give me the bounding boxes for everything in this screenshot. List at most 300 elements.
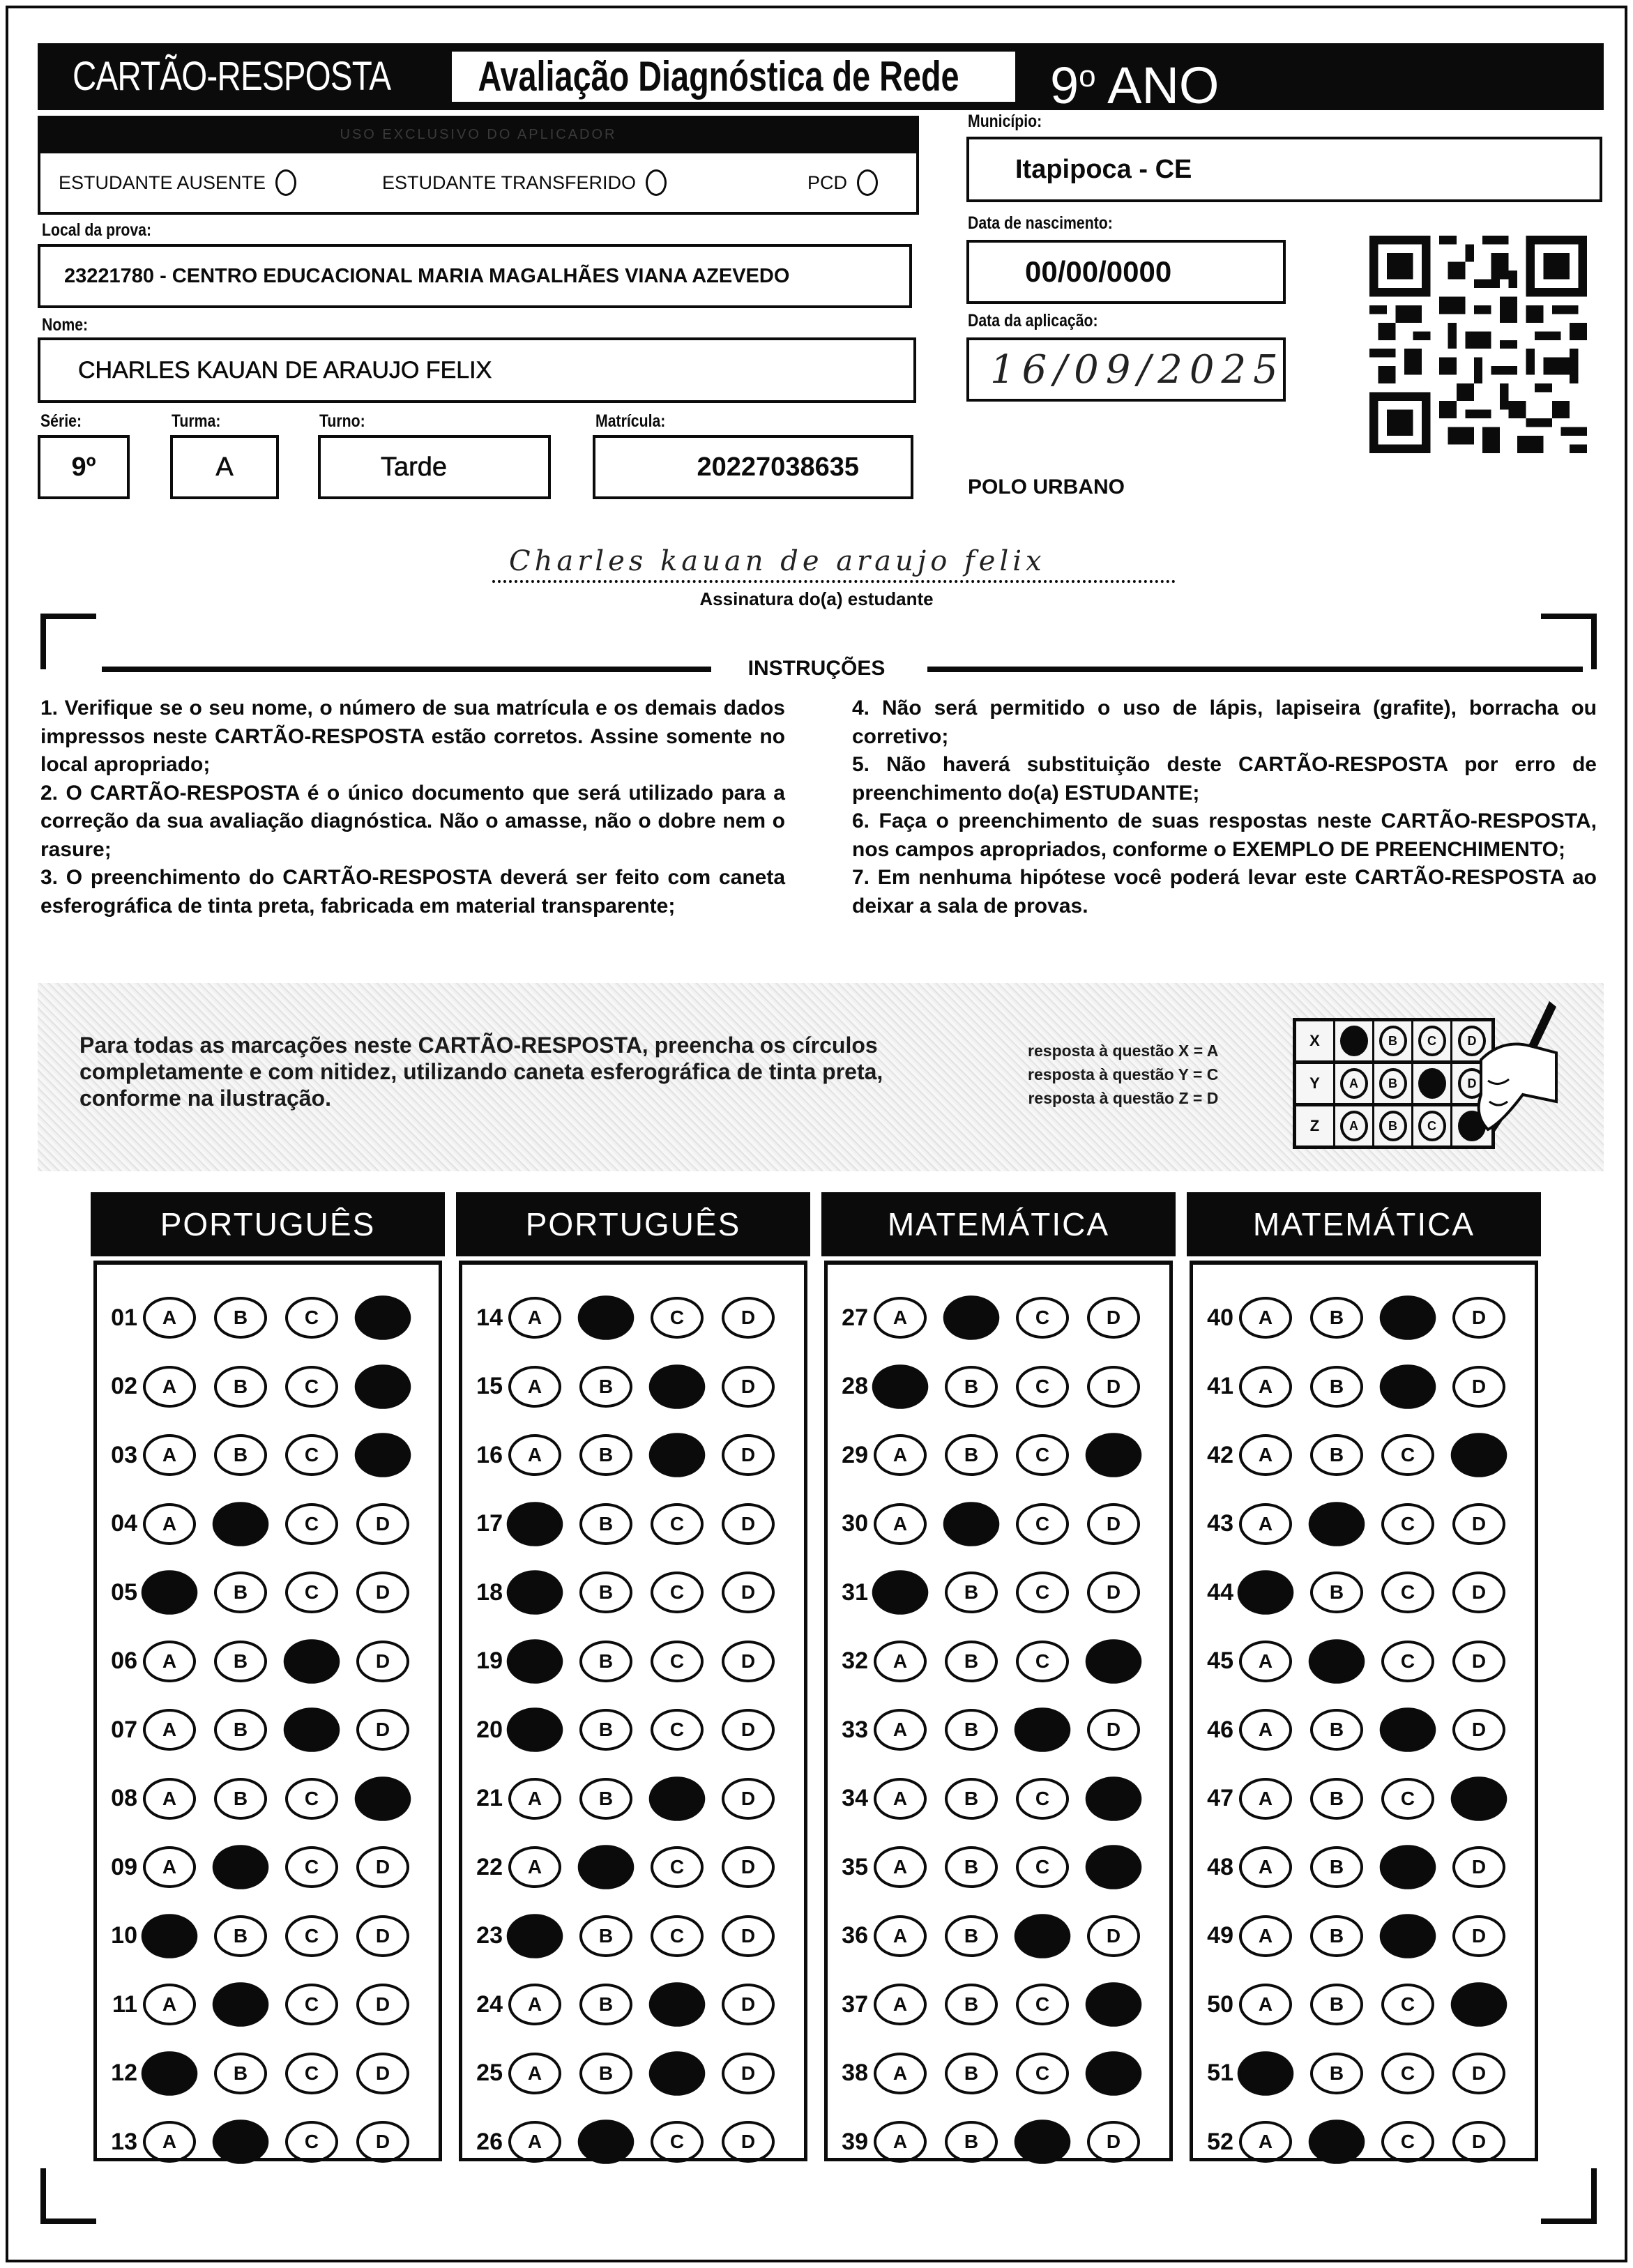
qr-code bbox=[1369, 236, 1587, 453]
answer-bubble[interactable]: C bbox=[285, 1503, 338, 1545]
legend-y: resposta à questão Y = C bbox=[1028, 1065, 1219, 1083]
answer-bubble[interactable]: B bbox=[945, 1571, 998, 1613]
answer-bubble[interactable]: C bbox=[651, 1846, 704, 1888]
section-answer-grid bbox=[1190, 1261, 1538, 2161]
answer-bubble[interactable]: A bbox=[874, 1846, 927, 1888]
answer-bubble[interactable]: B bbox=[945, 2053, 998, 2094]
instructions-right bbox=[852, 694, 1597, 920]
example-bubble: B bbox=[1379, 1068, 1407, 1099]
answer-bubble[interactable]: D bbox=[1452, 1366, 1505, 1408]
answer-bubble[interactable]: A bbox=[1239, 1366, 1292, 1408]
answer-bubble[interactable]: D bbox=[356, 1641, 409, 1682]
answer-bubble[interactable]: A bbox=[143, 1984, 196, 2025]
answer-bubble-filled[interactable] bbox=[1015, 1914, 1071, 1958]
example-cell bbox=[1335, 1021, 1374, 1060]
answer-bubble-filled[interactable] bbox=[355, 1776, 411, 1821]
option-pcd-radio[interactable] bbox=[857, 169, 878, 196]
answer-bubble[interactable]: A bbox=[508, 2121, 561, 2163]
answer-bubble[interactable]: A bbox=[1239, 1503, 1292, 1545]
answer-bubble-filled[interactable] bbox=[649, 1776, 706, 1821]
answer-bubble-filled[interactable] bbox=[213, 2119, 269, 2164]
answer-bubble[interactable]: B bbox=[579, 2053, 632, 2094]
answer-bubble[interactable]: A bbox=[1239, 1984, 1292, 2025]
aplicacao-value: 16/09/2025 bbox=[990, 347, 1285, 393]
answer-bubble[interactable]: B bbox=[579, 1709, 632, 1751]
answer-bubble[interactable]: B bbox=[945, 1915, 998, 1957]
example-bubble-filled bbox=[1418, 1068, 1446, 1099]
answer-bubble[interactable]: A bbox=[143, 1709, 196, 1751]
question-number: 35 bbox=[842, 1853, 868, 1880]
answer-bubble-filled[interactable] bbox=[1086, 1776, 1142, 1821]
answer-bubble[interactable]: D bbox=[722, 1778, 775, 1820]
example-cell bbox=[1413, 1064, 1452, 1103]
option-transferred[interactable] bbox=[382, 169, 667, 196]
answer-bubble[interactable]: A bbox=[508, 1846, 561, 1888]
answer-bubble[interactable]: A bbox=[1239, 1434, 1292, 1476]
answer-bubble[interactable]: C bbox=[651, 1641, 704, 1682]
answer-bubble[interactable]: B bbox=[214, 1366, 267, 1408]
answer-bubble[interactable]: B bbox=[945, 1434, 998, 1476]
answer-bubble[interactable]: D bbox=[722, 1984, 775, 2025]
answer-bubble[interactable]: A bbox=[508, 1366, 561, 1408]
question-row bbox=[462, 1496, 793, 1552]
answer-bubble-filled[interactable] bbox=[507, 1914, 563, 1958]
question-number: 05 bbox=[111, 1578, 137, 1606]
answer-bubble[interactable]: D bbox=[356, 1709, 409, 1751]
answer-bubble[interactable]: A bbox=[143, 1434, 196, 1476]
section-header: MATEMÁTICA bbox=[1187, 1192, 1541, 1256]
turma-value: A bbox=[215, 452, 234, 482]
answer-bubble[interactable]: D bbox=[722, 1641, 775, 1682]
answer-bubble[interactable]: D bbox=[356, 2053, 409, 2094]
question-row bbox=[828, 1702, 1158, 1758]
answer-bubble[interactable]: D bbox=[356, 1503, 409, 1545]
answer-bubble[interactable]: B bbox=[945, 1641, 998, 1682]
answer-bubble-filled[interactable] bbox=[1238, 1570, 1294, 1615]
answer-bubble[interactable]: C bbox=[285, 1915, 338, 1957]
answer-bubble[interactable]: D bbox=[722, 1297, 775, 1339]
answer-bubble[interactable]: A bbox=[1239, 1915, 1292, 1957]
example-question-label: Y bbox=[1296, 1064, 1335, 1103]
answer-bubble-filled[interactable] bbox=[507, 1639, 563, 1684]
answer-bubble[interactable]: C bbox=[651, 1297, 704, 1339]
answer-bubble[interactable]: B bbox=[945, 1846, 998, 1888]
answer-bubble-filled[interactable] bbox=[1380, 1364, 1436, 1409]
answer-bubble[interactable]: B bbox=[214, 1915, 267, 1957]
answer-bubble[interactable]: D bbox=[356, 1984, 409, 2025]
answer-bubble-filled[interactable] bbox=[649, 1364, 706, 1409]
question-number: 09 bbox=[111, 1853, 137, 1880]
answer-bubble[interactable]: D bbox=[722, 1366, 775, 1408]
answer-bubble[interactable]: D bbox=[1452, 1297, 1505, 1339]
example-bubble: B bbox=[1379, 1026, 1407, 1056]
answer-bubble[interactable]: C bbox=[1016, 1641, 1069, 1682]
answer-bubble[interactable]: C bbox=[1381, 1571, 1434, 1613]
question-row bbox=[462, 2114, 793, 2170]
option-pcd-label: PCD bbox=[807, 172, 848, 193]
answer-bubble[interactable]: D bbox=[722, 2121, 775, 2163]
answer-bubble[interactable]: C bbox=[285, 2121, 338, 2163]
question-row bbox=[828, 1634, 1158, 1689]
answer-bubble[interactable]: C bbox=[1016, 1503, 1069, 1545]
question-row bbox=[97, 1702, 427, 1758]
question-number: 46 bbox=[1207, 1716, 1233, 1743]
answer-bubble[interactable]: A bbox=[1239, 2121, 1292, 2163]
card-label: CARTÃO-RESPOSTA bbox=[73, 54, 391, 99]
answer-bubble[interactable]: A bbox=[508, 1984, 561, 2025]
question-number: 16 bbox=[476, 1441, 503, 1468]
answer-bubble[interactable]: C bbox=[1381, 1434, 1434, 1476]
answer-bubble[interactable]: A bbox=[874, 1297, 927, 1339]
question-number: 03 bbox=[111, 1441, 137, 1468]
answer-bubble[interactable]: C bbox=[1381, 1503, 1434, 1545]
answer-bubble[interactable]: D bbox=[1087, 1915, 1140, 1957]
answer-bubble[interactable]: A bbox=[874, 1915, 927, 1957]
answer-bubble[interactable]: A bbox=[1239, 1778, 1292, 1820]
answer-bubble[interactable]: A bbox=[1239, 1297, 1292, 1339]
answer-bubble[interactable]: B bbox=[579, 1778, 632, 1820]
question-number: 14 bbox=[476, 1304, 503, 1331]
answer-bubble-filled[interactable] bbox=[1086, 2051, 1142, 2096]
answer-bubble-filled[interactable] bbox=[355, 1433, 411, 1477]
answer-bubble[interactable]: D bbox=[356, 1571, 409, 1613]
question-row bbox=[462, 1634, 793, 1689]
section-answer-grid bbox=[824, 1261, 1173, 2161]
answer-bubble[interactable]: D bbox=[1452, 1503, 1505, 1545]
answer-bubble[interactable]: A bbox=[508, 1434, 561, 1476]
answer-bubble[interactable]: A bbox=[874, 1984, 927, 2025]
example-row bbox=[1296, 1021, 1491, 1064]
answer-bubble[interactable]: A bbox=[143, 1297, 196, 1339]
answer-bubble-filled[interactable] bbox=[1086, 1639, 1142, 1684]
question-row bbox=[97, 1427, 427, 1483]
answer-bubble[interactable]: B bbox=[579, 1984, 632, 2025]
grade-suffix: ANO bbox=[1095, 56, 1220, 114]
answer-bubble[interactable]: B bbox=[214, 1778, 267, 1820]
question-number: 45 bbox=[1207, 1647, 1233, 1674]
instruction-6: 6. Faça o preenchimento de suas respostas neste CARTÃO-RESPOSTA, nos campos apropriados, conforme o EXEMPLO DE PREENCHIMENTO; bbox=[852, 809, 1597, 861]
answer-bubble[interactable]: A bbox=[874, 1503, 927, 1545]
question-number: 25 bbox=[476, 2060, 503, 2086]
answer-bubble[interactable]: B bbox=[1310, 1915, 1363, 1957]
answer-bubble[interactable]: C bbox=[1381, 1984, 1434, 2025]
answer-bubble-filled[interactable] bbox=[872, 1570, 929, 1615]
answer-bubble[interactable]: C bbox=[285, 2053, 338, 2094]
question-number: 22 bbox=[476, 1853, 503, 1880]
grade-degree: o bbox=[1079, 59, 1096, 93]
answer-bubble[interactable]: C bbox=[285, 1571, 338, 1613]
answer-bubble[interactable]: D bbox=[722, 1709, 775, 1751]
answer-bubble[interactable]: A bbox=[143, 2121, 196, 2163]
answer-bubble[interactable]: C bbox=[651, 1571, 704, 1613]
answer-bubble-filled[interactable] bbox=[1086, 1982, 1142, 2027]
answer-bubble[interactable]: C bbox=[1381, 2053, 1434, 2094]
answer-bubble-filled[interactable] bbox=[1309, 1639, 1365, 1684]
assessment-title-box bbox=[452, 52, 1015, 102]
answer-bubble[interactable]: D bbox=[1452, 2053, 1505, 2094]
question-row bbox=[828, 1427, 1158, 1483]
example-bubble-filled bbox=[1340, 1026, 1368, 1056]
option-transferred-radio[interactable] bbox=[646, 169, 667, 196]
answer-bubble[interactable]: C bbox=[1016, 1846, 1069, 1888]
example-bubble: A bbox=[1340, 1111, 1368, 1141]
answer-bubble[interactable]: B bbox=[1310, 1571, 1363, 1613]
answer-bubble-filled[interactable] bbox=[1380, 1295, 1436, 1340]
example-cell bbox=[1374, 1021, 1413, 1060]
answer-bubble[interactable]: D bbox=[356, 1915, 409, 1957]
answer-bubble[interactable]: B bbox=[579, 1434, 632, 1476]
answer-bubble[interactable]: C bbox=[1016, 1984, 1069, 2025]
answer-bubble[interactable]: A bbox=[508, 1297, 561, 1339]
answer-bubble[interactable]: D bbox=[722, 1434, 775, 1476]
question-number: 51 bbox=[1207, 2060, 1233, 2086]
polo-label: POLO URBANO bbox=[968, 475, 1125, 498]
answer-bubble[interactable]: A bbox=[508, 2053, 561, 2094]
answer-bubble-filled[interactable] bbox=[284, 1639, 340, 1684]
answer-bubble-filled[interactable] bbox=[943, 1295, 1000, 1340]
option-absent[interactable] bbox=[59, 169, 296, 196]
answer-bubble[interactable]: C bbox=[651, 1915, 704, 1957]
answer-bubble[interactable]: C bbox=[1016, 2053, 1069, 2094]
fill-example-legend bbox=[1028, 1039, 1218, 1110]
name-value: CHARLES KAUAN DE ARAUJO FELIX bbox=[78, 356, 492, 383]
answer-bubble[interactable]: C bbox=[1016, 1778, 1069, 1820]
question-number: 17 bbox=[476, 1510, 503, 1537]
answer-bubble[interactable]: D bbox=[1087, 1709, 1140, 1751]
question-number: 24 bbox=[476, 1991, 503, 2018]
answer-bubble[interactable]: C bbox=[651, 1709, 704, 1751]
answer-bubble-filled[interactable] bbox=[355, 1295, 411, 1340]
answer-bubble[interactable]: C bbox=[651, 1503, 704, 1545]
answer-bubble[interactable]: B bbox=[214, 1434, 267, 1476]
municipio-field bbox=[966, 137, 1602, 202]
option-absent-radio[interactable] bbox=[275, 169, 296, 196]
answer-bubble-filled[interactable] bbox=[1451, 1982, 1507, 2027]
fill-example-band bbox=[38, 983, 1604, 1171]
answer-bubble[interactable]: D bbox=[1087, 1297, 1140, 1339]
answer-bubble[interactable]: B bbox=[579, 1366, 632, 1408]
answer-bubble-filled[interactable] bbox=[213, 1982, 269, 2027]
answer-bubble[interactable]: B bbox=[579, 1571, 632, 1613]
answer-bubble[interactable]: B bbox=[945, 2121, 998, 2163]
question-row bbox=[462, 1565, 793, 1620]
answer-bubble[interactable]: C bbox=[1016, 1571, 1069, 1613]
answer-bubble-filled[interactable] bbox=[649, 1433, 706, 1477]
answer-bubble[interactable]: A bbox=[143, 1503, 196, 1545]
answer-bubble-filled[interactable] bbox=[1086, 1845, 1142, 1889]
matricula-label: Matrícula: bbox=[595, 411, 666, 431]
option-pcd[interactable] bbox=[807, 169, 878, 196]
question-number: 15 bbox=[476, 1373, 503, 1399]
question-row bbox=[1193, 1839, 1524, 1895]
question-number: 21 bbox=[476, 1785, 503, 1811]
answer-bubble-filled[interactable] bbox=[1015, 1707, 1071, 1752]
answer-bubble[interactable]: D bbox=[722, 1846, 775, 1888]
answer-bubble[interactable]: C bbox=[285, 1434, 338, 1476]
answer-bubble[interactable]: A bbox=[143, 1641, 196, 1682]
answer-bubble-filled[interactable] bbox=[507, 1570, 563, 1615]
answer-bubble[interactable]: C bbox=[1016, 1366, 1069, 1408]
answer-bubble[interactable]: D bbox=[1452, 1641, 1505, 1682]
answer-bubble[interactable]: A bbox=[508, 1778, 561, 1820]
answer-bubble[interactable]: D bbox=[1087, 2121, 1140, 2163]
answer-bubble-filled[interactable] bbox=[213, 1845, 269, 1889]
signature-label: Assinatura do(a) estudante bbox=[699, 588, 934, 609]
answer-bubble[interactable]: A bbox=[1239, 1709, 1292, 1751]
answer-bubble[interactable]: A bbox=[874, 1778, 927, 1820]
example-cell bbox=[1413, 1021, 1452, 1060]
answer-bubble[interactable]: B bbox=[214, 2053, 267, 2094]
answer-bubble-filled[interactable] bbox=[1451, 1433, 1507, 1477]
instruction-4: 4. Não será permitido o uso de lápis, lapiseira (grafite), borracha ou corretivo; bbox=[852, 697, 1597, 748]
answer-bubble-filled[interactable] bbox=[649, 2051, 706, 2096]
answer-bubble-filled[interactable] bbox=[1380, 1914, 1436, 1958]
question-number: 29 bbox=[842, 1441, 868, 1468]
answer-bubble[interactable]: C bbox=[1381, 2121, 1434, 2163]
answer-bubble-filled[interactable] bbox=[1309, 1502, 1365, 1546]
answer-bubble-filled[interactable] bbox=[507, 1502, 563, 1546]
answer-bubble[interactable]: A bbox=[143, 1366, 196, 1408]
answer-bubble[interactable]: D bbox=[722, 2053, 775, 2094]
answer-bubble-filled[interactable] bbox=[1238, 2051, 1294, 2096]
answer-bubble[interactable]: D bbox=[1087, 1503, 1140, 1545]
answer-bubble-filled[interactable] bbox=[578, 2119, 635, 2164]
question-number: 10 bbox=[111, 1922, 137, 1949]
answer-bubble[interactable]: B bbox=[579, 1503, 632, 1545]
answer-bubble[interactable]: B bbox=[1310, 1709, 1363, 1751]
answer-bubble-filled[interactable] bbox=[142, 1570, 198, 1615]
instruction-2: 2. O CARTÃO-RESPOSTA é o único documento que será utilizado para a correção da sua avaliação diagnóstica. Não o amasse, não o dobre nem o rasure; bbox=[40, 781, 785, 861]
answer-bubble[interactable]: C bbox=[285, 1778, 338, 1820]
answer-bubble[interactable]: D bbox=[356, 1846, 409, 1888]
answer-bubble[interactable]: B bbox=[579, 1915, 632, 1957]
answer-bubble[interactable]: D bbox=[1087, 1571, 1140, 1613]
answer-bubble[interactable]: C bbox=[285, 1984, 338, 2025]
question-row bbox=[828, 1496, 1158, 1552]
answer-bubble[interactable]: B bbox=[1310, 1434, 1363, 1476]
answer-bubble-filled[interactable] bbox=[1086, 1433, 1142, 1477]
answer-bubble[interactable]: D bbox=[1087, 1366, 1140, 1408]
card-header bbox=[38, 43, 1604, 114]
answer-bubble[interactable]: D bbox=[1452, 2121, 1505, 2163]
answer-bubble-filled[interactable] bbox=[578, 1845, 635, 1889]
answer-bubble[interactable]: B bbox=[945, 1366, 998, 1408]
answer-bubble[interactable]: B bbox=[1310, 1846, 1363, 1888]
question-number: 06 bbox=[111, 1647, 137, 1674]
turma-label: Turma: bbox=[172, 411, 221, 431]
question-number: 33 bbox=[842, 1716, 868, 1743]
answer-bubble[interactable]: D bbox=[722, 1915, 775, 1957]
answer-bubble[interactable]: B bbox=[579, 1641, 632, 1682]
answer-bubble[interactable]: C bbox=[1016, 1434, 1069, 1476]
answer-bubble[interactable]: A bbox=[874, 2121, 927, 2163]
answer-bubble[interactable]: B bbox=[214, 1571, 267, 1613]
answer-bubble[interactable]: B bbox=[945, 1984, 998, 2025]
answer-bubble[interactable]: D bbox=[722, 1503, 775, 1545]
answer-bubble-filled[interactable] bbox=[142, 2051, 198, 2096]
answer-bubble[interactable]: D bbox=[1452, 1846, 1505, 1888]
answer-bubble-filled[interactable] bbox=[355, 1364, 411, 1409]
answer-bubble-filled[interactable] bbox=[213, 1502, 269, 1546]
answer-bubble-filled[interactable] bbox=[1451, 1776, 1507, 1821]
answer-bubble[interactable]: C bbox=[1016, 1297, 1069, 1339]
question-row bbox=[462, 1977, 793, 2032]
answer-bubble[interactable]: C bbox=[285, 1846, 338, 1888]
answer-bubble[interactable]: D bbox=[1452, 1915, 1505, 1957]
question-number: 40 bbox=[1207, 1304, 1233, 1331]
question-number: 01 bbox=[111, 1304, 137, 1331]
question-number: 31 bbox=[842, 1578, 868, 1606]
answer-bubble-filled[interactable] bbox=[142, 1914, 198, 1958]
question-number: 43 bbox=[1207, 1510, 1233, 1537]
answer-bubble[interactable]: A bbox=[143, 1778, 196, 1820]
answer-bubble[interactable]: C bbox=[651, 2121, 704, 2163]
instruction-1: 1. Verifique se o seu nome, o número de sua matrícula e os demais dados impressos neste CARTÃO-RESPOSTA estão corretos. Assine somente no local apropriado; bbox=[40, 697, 785, 776]
answer-bubble[interactable]: C bbox=[285, 1366, 338, 1408]
answer-bubble[interactable]: D bbox=[722, 1571, 775, 1613]
answer-bubble[interactable]: B bbox=[1310, 2053, 1363, 2094]
answer-bubble[interactable]: B bbox=[214, 1641, 267, 1682]
answer-bubble[interactable]: A bbox=[1239, 1846, 1292, 1888]
answer-bubble[interactable]: B bbox=[1310, 1778, 1363, 1820]
answer-bubble[interactable]: A bbox=[874, 2053, 927, 2094]
example-bubble: C bbox=[1418, 1111, 1446, 1141]
question-row bbox=[462, 1359, 793, 1415]
answer-bubble-filled[interactable] bbox=[943, 1502, 1000, 1546]
answer-bubble-filled[interactable] bbox=[1380, 1845, 1436, 1889]
answer-bubble[interactable]: B bbox=[1310, 1297, 1363, 1339]
answer-bubble[interactable]: A bbox=[143, 1846, 196, 1888]
answer-bubble-filled[interactable] bbox=[284, 1707, 340, 1752]
answer-bubble[interactable]: A bbox=[1239, 1641, 1292, 1682]
question-number: 11 bbox=[112, 1991, 137, 2018]
answer-bubble[interactable]: A bbox=[874, 1709, 927, 1751]
answer-bubble[interactable]: C bbox=[285, 1297, 338, 1339]
answer-bubble[interactable]: D bbox=[1452, 1571, 1505, 1613]
answer-bubble-filled[interactable] bbox=[872, 1364, 929, 1409]
answer-bubble-filled[interactable] bbox=[1380, 1707, 1436, 1752]
answer-bubble[interactable]: B bbox=[1310, 1366, 1363, 1408]
answer-bubble-filled[interactable] bbox=[1309, 2119, 1365, 2164]
question-number: 04 bbox=[111, 1510, 137, 1537]
section-header: MATEMÁTICA bbox=[821, 1192, 1176, 1256]
question-number: 36 bbox=[842, 1922, 868, 1949]
question-number: 34 bbox=[842, 1785, 868, 1811]
answer-bubble-filled[interactable] bbox=[578, 1295, 635, 1340]
answer-bubble[interactable]: D bbox=[356, 2121, 409, 2163]
answer-bubble[interactable]: A bbox=[874, 1434, 927, 1476]
answer-bubble[interactable]: B bbox=[214, 1297, 267, 1339]
answer-bubble[interactable]: B bbox=[945, 1709, 998, 1751]
answer-bubble[interactable]: D bbox=[1452, 1709, 1505, 1751]
answer-bubble-filled[interactable] bbox=[507, 1707, 563, 1752]
question-row bbox=[1193, 1702, 1524, 1758]
answer-bubble[interactable]: B bbox=[1310, 1984, 1363, 2025]
question-row bbox=[97, 1839, 427, 1895]
turno-field bbox=[318, 435, 551, 499]
question-number: 18 bbox=[476, 1578, 503, 1606]
answer-bubble[interactable]: B bbox=[945, 1778, 998, 1820]
question-row bbox=[1193, 1634, 1524, 1689]
answer-bubble[interactable]: C bbox=[1381, 1641, 1434, 1682]
answer-bubble-filled[interactable] bbox=[1015, 2119, 1071, 2164]
answer-bubble-filled[interactable] bbox=[649, 1982, 706, 2027]
question-row bbox=[1193, 1427, 1524, 1483]
answer-bubble[interactable]: A bbox=[874, 1641, 927, 1682]
answer-bubble[interactable]: C bbox=[1381, 1778, 1434, 1820]
answer-bubble[interactable]: B bbox=[214, 1709, 267, 1751]
question-number: 23 bbox=[476, 1922, 503, 1949]
